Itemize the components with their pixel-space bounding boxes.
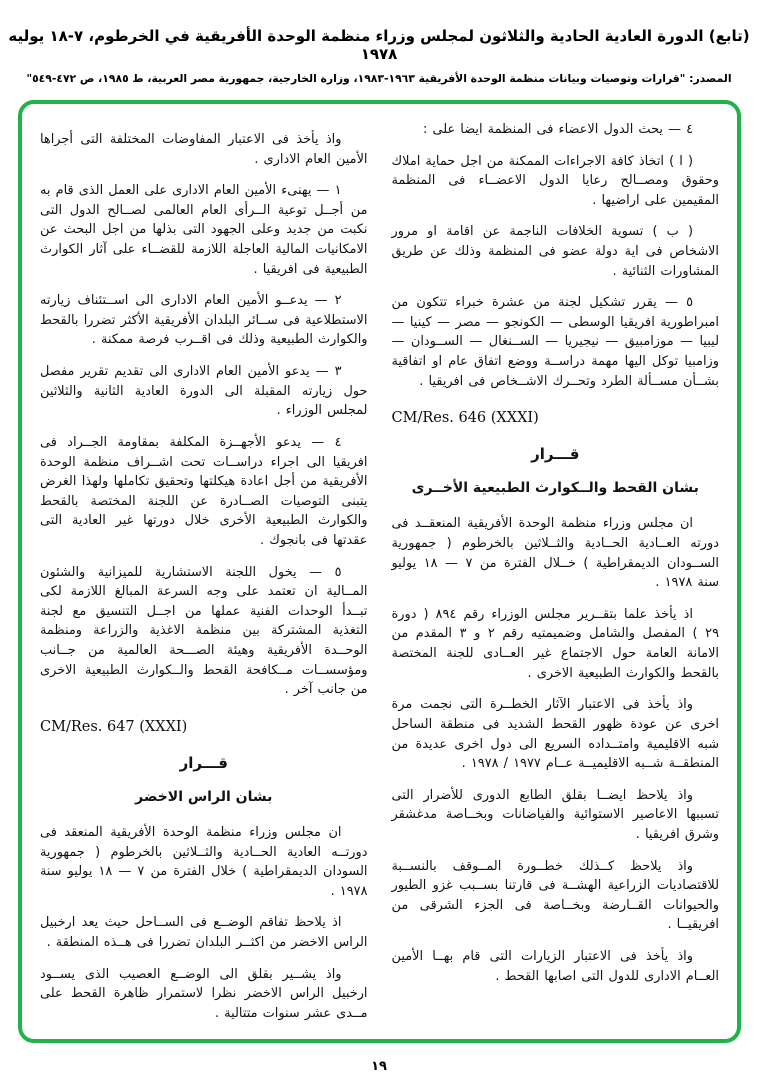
resolution-title: قـــرار bbox=[531, 445, 580, 464]
paragraph: اذ يلاحظ تفاقم الوضــع فى الســاحل حيث يعد ارخبيل الراس الاخضر من اكثــر البلدان تضررا فى هــذه المنطقة . bbox=[40, 915, 368, 950]
paragraph: ٣ — يدعو الأمين العام الادارى الى تقديم تقرير مفصل حول زيارته المقبلة الى الدورة العادية الثانية والثلاثين لمجلس الوزراء . bbox=[40, 364, 368, 419]
paragraph: ( ا ) اتخاذ كافة الاجراءات الممكنة من اجل حماية املاك وحقوق ومصــالح رعايا الدول الاعضــاء فى المنظمة المقيمين على اراضيها . bbox=[391, 153, 719, 208]
source-note: المصدر: "قرارات وتوصيات وبيانات منظمة الوحدة الأفريقية ١٩٦٣-١٩٨٣، وزارة الخارجية، جمهورية مصر العربية، ط ١٩٨٥، ص ٤٧٢-٥٤٩" bbox=[26, 72, 732, 85]
column-right bbox=[392, 120, 720, 1025]
page-header bbox=[0, 0, 758, 85]
paragraph: واذ يأخذ فى الاعتبار المفاوضات المختلفة التى أجراها الأمين العام الادارى . bbox=[40, 132, 368, 167]
paragraph: واذ يلاحظ ايضــا بقلق الطابع الدورى للأضرار التى تسببها الاعاصير الاستوائية والفياضانات وبخــاصة مدغشقر وشرق افريقيا . bbox=[391, 787, 719, 842]
paragraph: ٥ — يخول اللجنة الاستشارية للميزانية والشئون المــالية ان تعتمد على وجه السرعة المبالغ اللازمة لكى تبــدأ الوحدات الفنية عملها من اجــل التنسيق مع لجنة التغذية المشتركة بين منظمة الاغذية والزراعة ومنظمة الوحــدة الأفريقية وهيئة الصـــحة العالمية من جــانب ومؤسســات مــكافحة القحط والــكوارث الطبيعية الاخرى من جانب آخر . bbox=[40, 564, 368, 698]
paragraph: ان مجلس وزراء منظمة الوحدة الأفريقية المنعقد فى دورتــه العادية الحــادية والثــلاثين بالخرطوم ( جمهورية السودان الديمقراطية ) خلال الفترة من ٧ — ١٨ يوليو سنة ١٩٧٨ . bbox=[40, 824, 368, 899]
paragraph: ٢ — يدعــو الأمين العام الادارى الى اســتئناف زيارته الاستطلاعية فى ســائر البلدان الأفريقية الأكثر تضررا بالقحط والكوارث الطبيعية وذلك فى اقــرب فرصة ممكنة . bbox=[40, 293, 368, 348]
resolution-subject: بشان الراس الاخضر bbox=[135, 788, 273, 805]
page-number: ١٩ bbox=[371, 1059, 387, 1074]
column-left bbox=[40, 120, 368, 1025]
paragraph: ١ — يهنىء الأمين العام الادارى على العمل الذى قام به من أجــل توعية الــرأى العام العالمى لصــالح الدول التى نكبت من جديد وعلى الجهود التى بذلها من اجل البحث عن الامكانيات المالية العاجلة اللازمة للقضــاء على آثار الكوارث الطبيعية فى افريقيا . bbox=[40, 183, 368, 277]
paragraph: ٤ — يدعو الأجهــزة المكلفة بمقاومة الجــراد فى افريقيا الى اجراء دراســات تحت اشــراف منظمة الوحدة الأفريقية من أجل اعادة هيكلتها وتحقيق تكاملها ولهذا الغرض يتبنى التوصيات الصــادرة عن اللجنة المختصة بالقحط والكوارث الطبيعية الأخرى خلال دورتها غير العادية التى عقدتها فى بانجوك . bbox=[40, 434, 368, 548]
resolution-title: قـــرار bbox=[179, 753, 228, 772]
paragraph: واذ يشــير بقلق الى الوضــع العصيب الذى يســود ارخبيل الراس الاخضر نظرا لاستمرار ظاهرة القحط على مــدى عشر سنوات متتالية . bbox=[40, 966, 368, 1021]
paragraph: واذ يلاحظ كــذلك خطــورة المــوقف بالنســبة للاقتصاديات الزراعية الهشــة فى قارتنا بســبب غزو الطيور والحيوانات القــارضة وبخــاصة فى الجزء الشرقى من افريقيــا . bbox=[391, 858, 719, 933]
resolution-number-647: CM/Res. 647 (XXXI) bbox=[40, 718, 188, 735]
paragraph: ٥ — يقرر تشكيل لجنة من عشرة خبراء تتكون من امبراطورية افريقيا الوسطى — الكونجو — مصر — كينيا — ليبيا — موزامبيق — نيجيريا — الســنغال — الســودان — وزامبيا توكل اليها مهمة دراســة ووضع اتفاق عام او اتفاقية بشــأن مســألة الطرد وتحــرك الاشــخاص فى افريقيا . bbox=[391, 295, 719, 389]
paragraph: ( ب ) تسوية الخلافات الناجمة عن اقامة او مرور الاشخاص فى اية دولة عضو فى المنظمة وذلك عن طريق المشاورات الثنائية . bbox=[391, 224, 719, 279]
resolution-number-646: CM/Res. 646 (XXXI) bbox=[391, 410, 539, 427]
content-frame bbox=[18, 100, 741, 1043]
session-title: (تابع) الدورة العادية الحادية والثلاثون لمجلس وزراء منظمة الوحدة الأفريقية في الخرطوم، ٧-١٨ يوليه ١٩٧٨ bbox=[8, 27, 750, 63]
paragraph: واذ يأخذ فى الاعتبار الآثار الخطــرة التى نجمت مرة اخرى عن عودة ظهور القحط الشديد فى منطقة الساحل شبه الاقليمية وامتــداده السريع الى دول اخرى عديدة من المنطقــة شــبه الاقليميــة عــام ١٩٧٧ / ١٩٧٨ . bbox=[391, 697, 719, 772]
resolution-subject: بشان القحط والــكوارث الطبيعية الأخــرى bbox=[411, 480, 699, 497]
paragraph: اذ يأخذ علما بتقــرير مجلس الوزراء رقم ٨٩٤ ( دورة ٢٩ ) المفصل والشامل وضميمتيه رقم ٢ و ٣ المقدم من الامانة العامة حول الاجتماع غير العــادى للجنة المختصة بالقحط والكوارث الطبيعية الاخرى . bbox=[391, 606, 719, 681]
paragraph: واذ يأخذ فى الاعتبار الزيارات التى قام بهــا الأمين العــام الادارى للدول التى اصابها القحط . bbox=[391, 948, 719, 984]
paragraph: ان مجلس وزراء منظمة الوحدة الأفريقية المنعقــد فى دورته العــادية الحــادية والثــلاثين بالخرطوم ( جمهورية الســودان الديمقراطية ) خــلال الفترة من ٧ — ١٨ يوليو سنة ١٩٧٨ . bbox=[391, 516, 719, 591]
paragraph: ٤ — يحث الدول الاعضاء فى المنظمة ايضا على : bbox=[423, 122, 693, 137]
